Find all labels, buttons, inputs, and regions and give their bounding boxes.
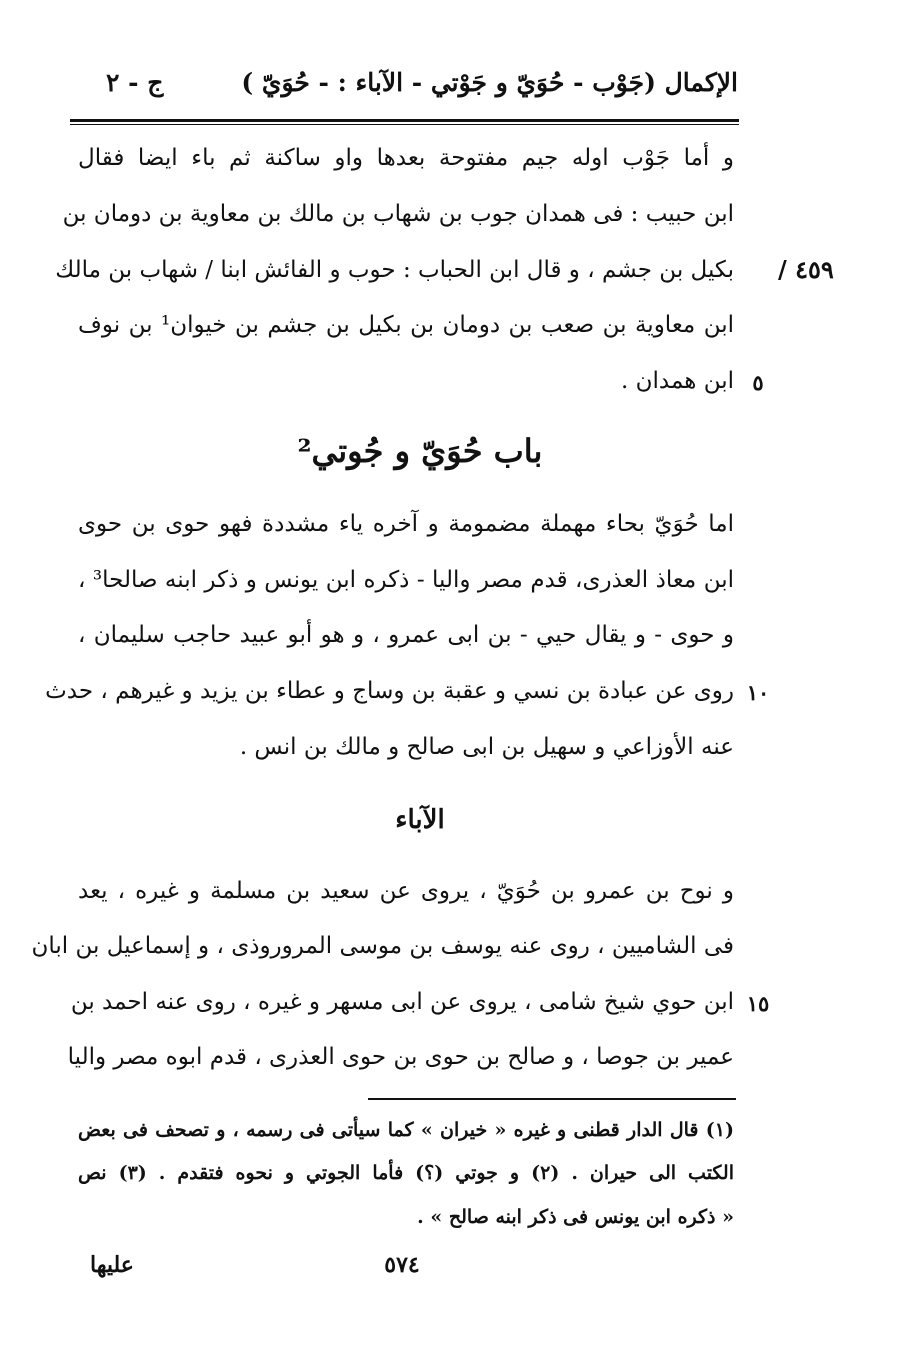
footnote-line: الكتب الى حيران . (٢) و جوتي (؟) فأما الجوتي و نحوه فتقدم . (٣) نص: [78, 1162, 734, 1184]
header-title: الإكمال (جَوْب - حُوَيّ و جَوْتي - الآباء : - حُوَيّ ): [241, 68, 738, 97]
text-line: روى عن عبادة بن نسي و عقبة بن وساج و عطاء بن يزيد و غيرهم ، حدث: [45, 678, 734, 704]
footnote-line: (١) قال الدار قطنى و غيره « خيران » كما سيأتى فى رسمه ، و تصحف فى بعض: [78, 1119, 734, 1141]
volume-number: ج - ٢: [106, 68, 164, 97]
page-number: ٥٧٤: [384, 1252, 420, 1278]
header-rule: [70, 119, 739, 122]
line-number: ١٠: [746, 680, 770, 705]
text-line: عنه الأوزاعي و سهيل بن ابى صالح و مالك بن انس .: [239, 734, 734, 760]
header-rule-thin: [70, 124, 739, 125]
text-line: ابن معاوية بن صعب بن دومان بن بكيل بن جشم بن خيوان¹ بن نوف: [78, 312, 734, 338]
text-line: اما حُوَيّ بحاء مهملة مضمومة و آخره ياء مشددة فهو حوى بن حوى: [78, 511, 734, 537]
subsection-heading: الآباء: [395, 805, 445, 835]
text-line: و نوح بن عمرو بن حُوَيّ ، يروى عن سعيد بن مسلمة و غيره ، يعد: [78, 878, 734, 904]
text-line: ابن حبيب : فى همدان جوب بن شهاب بن مالك بن معاوية بن دومان بن: [62, 201, 734, 227]
footnote-rule: [368, 1098, 736, 1100]
section-heading: باب حُوَيّ و جُوتي²: [297, 432, 543, 470]
text-line: ابن معاذ العذرى، قدم مصر واليا - ذكره ابن يونس و ذكر ابنه صالحا³ ،: [78, 567, 734, 593]
line-number: ٥: [752, 370, 764, 395]
text-line: عمير بن جوصا ، و صالح بن حوى بن حوى العذرى ، قدم ابوه مصر واليا: [67, 1044, 734, 1070]
catchword: عليها: [90, 1252, 134, 1278]
text-line: بكيل بن جشم ، و قال ابن الحباب : حوب و الفائش ابنا / شهاب بن مالك: [55, 257, 734, 283]
text-line: و حوى - و يقال حيي - بن ابى عمرو ، و هو أبو عبيد حاجب سليمان ،: [78, 622, 734, 648]
margin-folio-reference: ٤٥٩ /: [778, 255, 834, 284]
running-header: [70, 62, 738, 118]
text-line: و أما جَوْب اوله جيم مفتوحة بعدها واو ساكنة ثم باء ايضا فقال: [78, 145, 734, 171]
text-line: فى الشاميين ، روى عنه يوسف بن موسى المروروذى ، و إسماعيل بن ابان: [31, 933, 734, 959]
footnote-line: « ذكره ابن يونس فى ذكر ابنه صالح » .: [417, 1206, 734, 1228]
line-number: ١٥: [746, 991, 770, 1016]
text-line: ابن همدان .: [620, 368, 734, 394]
text-line: ابن حوي شيخ شامى ، يروى عن ابى مسهر و غيره ، روى عنه احمد بن: [70, 989, 734, 1015]
